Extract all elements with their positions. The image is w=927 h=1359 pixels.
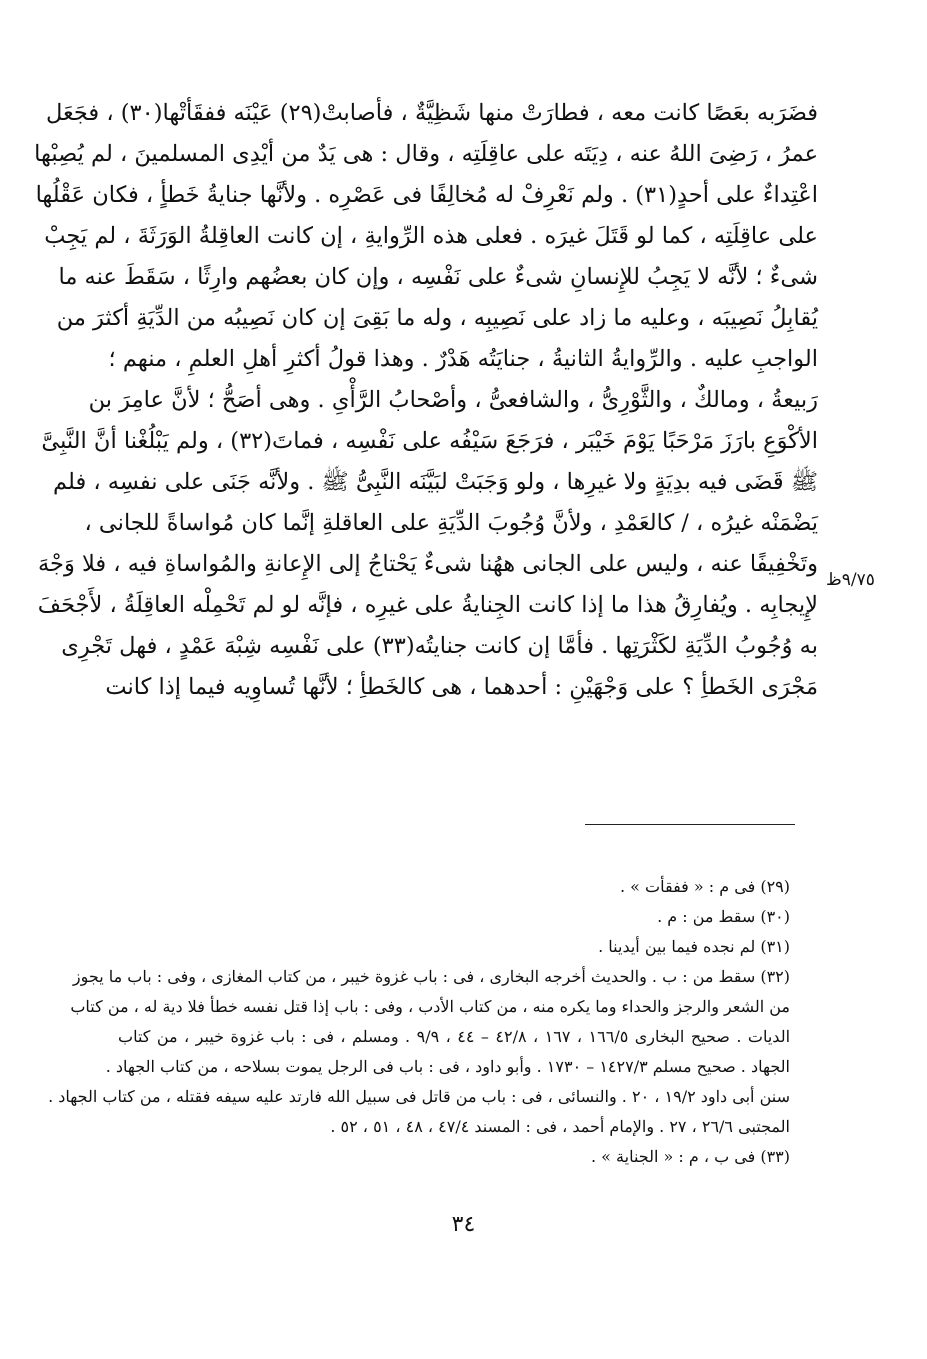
text-line: يَضْمَنْه غيرُه ، / كالعَمْدِ ، ولأنَّ وُجُوبَ الدِّيَةِ على العاقلةِ إنَّما كان مُواساةً للجانى ، (84, 510, 818, 536)
text-line: الواجبِ عليه . والرِّوايةُ الثانيةُ ، جنايَتُه هَدْرٌ . وهذا قولُ أكثرِ أهلِ العلمِ ، منهم ؛ (108, 346, 818, 372)
text-line: به وُجُوبُ الدِّيَةِ لكَثْرَتِها . فأمَّا إن كانت جنايتُه(٣٣) على نَفْسِه شِبْهَ عَمْدٍ ، فهل تَجْرِى (61, 633, 818, 659)
footnote-continuation: الجهاد . صحيح مسلم ١٤٢٧/٣ – ١٧٣٠ . وأبو داود ، فى : باب فى الرجل يموت بسلاحه ، من كتاب الجهاد . (105, 1057, 790, 1076)
text-line: يُقابِلُ نَصِيبَه ، وعليه ما زاد على نَصِيبِه ، وله ما بَقِىَ إن كان نَصِيبُه من الدِّيَةِ أكثرَ من (56, 305, 818, 331)
footnote-continuation: المجتبى ٢٦/٦ ، ٢٧ . والإمام أحمد ، فى : المسند ٤٧/٤ ، ٤٨ ، ٥١ ، ٥٢ . (330, 1117, 790, 1136)
footnote-continuation: سنن أبى داود ١٩/٢ ، ٢٠ . والنسائى ، فى : باب من قاتل فى سبيل الله فارتد عليه سيفه فقتله ، من كتاب الجهاد . (48, 1087, 790, 1106)
manuscript-folio-marker: ٩/٧٥ظ (826, 570, 875, 590)
text-line: لإِيجابِه . ويُفارِقُ هذا ما إذا كانت الجِنايةُ على غيرِه ، فإنَّه لو لم تَحْمِلْه العاقِلَةُ ، لأَجْحَفَ (37, 592, 818, 618)
footnote: (٣١) لم نجده فيما بين أيدينا . (598, 937, 790, 956)
footnote: (٣٣) فى ب ، م : « الجناية » . (590, 1147, 790, 1166)
page-number: ٣٤ (451, 1212, 476, 1237)
text-line: فضَرَبه بعَصًا كانت معه ، فطارَتْ منها شَظِيَّةٌ ، فأصابتْ(٢٩) عَيْنَه ففقَأتْها(٣٠) ، فجَعَل (46, 100, 818, 126)
text-line: اعْتِداءٌ على أحدٍ(٣١) . ولم نَعْرِفْ له مُخالِفًا فى عَصْرِه . ولأنَّها جنايةُ خَطأٍ ، فكان عَقْلُها (35, 182, 818, 208)
text-line: عمرُ ، رَضِىَ اللهُ عنه ، دِيَتَه على عاقِلَتِه ، وقال : هى يَدٌ من أيْدِى المسلمينَ ، لم يُصِبْها (34, 141, 818, 167)
text-line: مَجْرَى الخَطأِ ؟ على وَجْهَيْنِ : أحدهما ، هى كالخَطأِ ؛ لأنَّها تُساوِيه فيما إذا كانت (105, 674, 818, 700)
footnote-continuation: الديات . صحيح البخارى ١٦٦/٥ ، ١٦٧ ، ٤٢/٨ – ٤٤ ، ٩/٩ . ومسلم ، فى : باب غزوة خيبر ، من كتاب (118, 1027, 791, 1046)
footnote: (٣٠) سقط من : م . (657, 907, 790, 926)
footnote: (٢٩) فى م : « ففقأت » . (620, 877, 790, 896)
text-line: الأكْوَعِ بارَزَ مَرْحَبًا يَوْمَ خَيْبَر ، فرَجَعَ سَيْفُه على نَفْسِه ، فماتَ(٣٢) ، ولم يَبْلُغْنا أنَّ النَّبِىَّ (41, 428, 818, 454)
text-line: رَبيعةُ ، ومالكٌ ، والثَّوْرِىُّ ، والشافعىُّ ، وأصْحابُ الرَّأْىِ . وهى أصَحُّ ؛ لأنَّ عامِرَ بن (88, 387, 818, 413)
footnote-separator (585, 824, 795, 825)
footnotes-block (48, 872, 791, 1172)
text-line: على عاقِلَتِه ، كما لو قَتَلَ غيرَه . فعلى هذه الرِّوايةِ ، إن كانت العاقِلةُ الوَرَثَةَ ، لم يَجِبْ (44, 223, 818, 249)
main-text-block (34, 93, 818, 708)
footnote-continuation: من الشعر والرجز والحداء وما يكره منه ، من كتاب الأدب ، وفى : باب إذا قتل نفسه خطأ فلا دية له ، من كتاب (70, 997, 790, 1016)
text-line: وتَخْفِيفًا عنه ، وليس على الجانى ههُنا شىءٌ يَحْتاجُ إلى الإِعانةِ والمُواساةِ فيه ، فلا وَجْهَ (37, 551, 818, 577)
text-line: شىءٌ ؛ لأنَّه لا يَجِبُ للإِنسانِ شىءٌ على نَفْسِه ، وإن كان بعضُهم وارِثًا ، سَقَطَ عنه ما (58, 264, 818, 290)
footnote: (٣٢) سقط من : ب . والحديث أخرجه البخارى ، فى : باب غزوة خيبر ، من كتاب المغازى ، وفى : باب ما يجوز (72, 967, 790, 986)
text-line: ﷺ قَضَى فيه بدِيَةٍ ولا غيرِها ، ولو وَجَبَتْ لبَيَّنَه النَّبِىُّ ﷺ . ولأنَّه جَنَى على نفسِه ، فلم (53, 469, 818, 495)
